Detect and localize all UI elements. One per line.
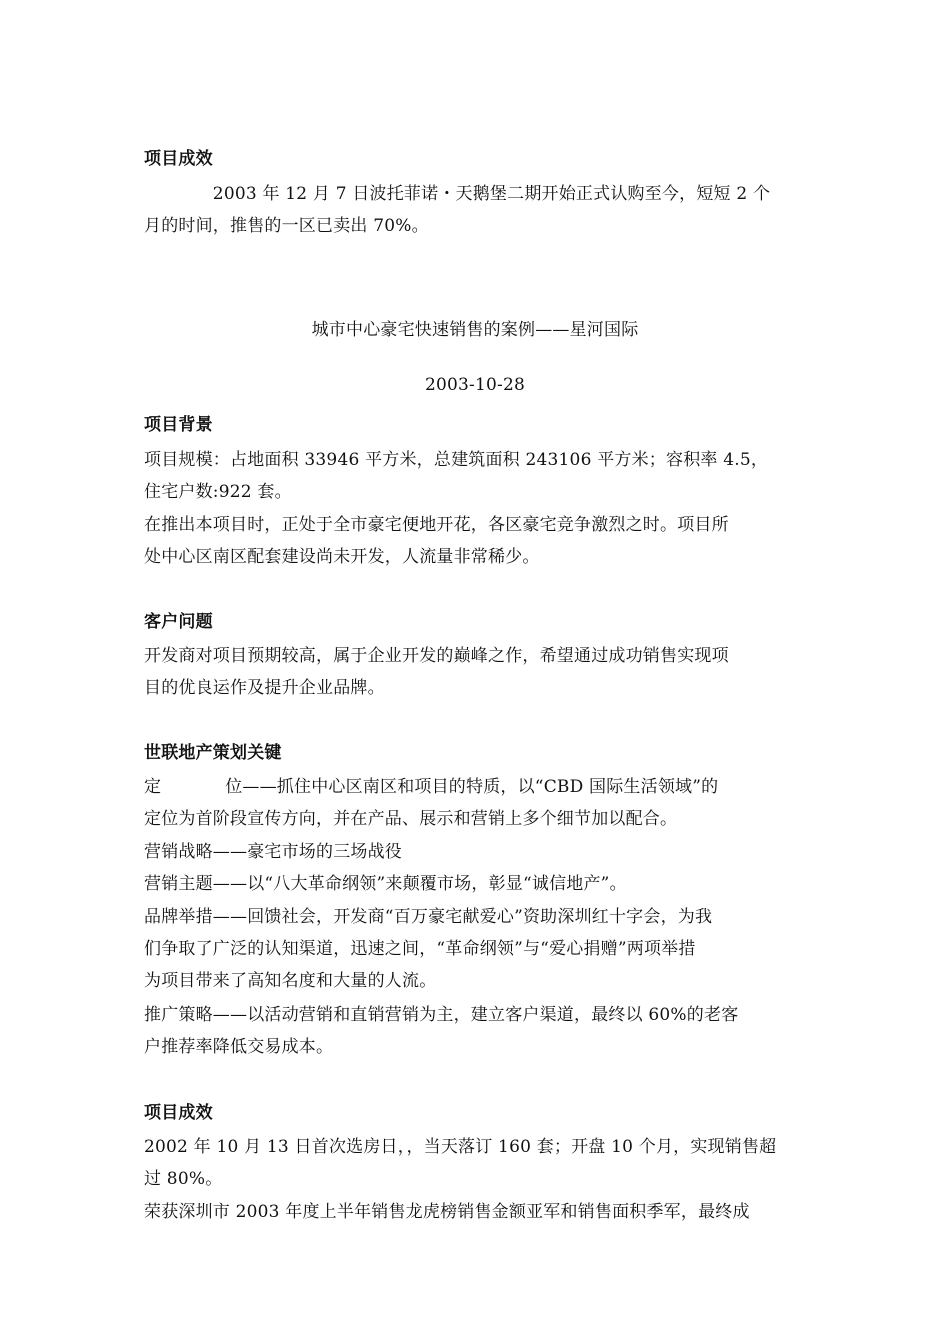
- section-heading-keys: 世联地产策划关键: [144, 743, 282, 763]
- positioning-line: [144, 776, 806, 798]
- paragraph-line: 开发商对项目预期较高，属于企业开发的巅峰之作，希望通过成功销售实现项: [144, 646, 729, 666]
- paragraph-line: 住宅户数:922 套。: [144, 482, 292, 502]
- section-heading-background: 项目背景: [144, 415, 213, 435]
- paragraph-line: 处中心区南区配套建设尚未开发，人流量非常稀少。: [144, 547, 540, 567]
- paragraph-line: 2002 年 10 月 13 日首次选房日，，当天落订 160 套；开盘 10 个月，实现销售超: [144, 1137, 777, 1157]
- paragraph-line: 品牌举措——回馈社会，开发商“百万豪宅献爱心”资助深圳红十字会，为我: [144, 907, 713, 927]
- article-date: 2003-10-28: [424, 375, 525, 395]
- paragraph-line: 们争取了广泛的认知渠道，迅速之间，“革命纲领”与“爱心捐赠”两项举措: [144, 939, 696, 959]
- paragraph-line: 月的时间，推售的一区已卖出 70%。: [144, 216, 429, 236]
- positioning-label-start: 定: [144, 777, 162, 797]
- paragraph-line: 过 80%。: [144, 1169, 223, 1189]
- paragraph-line: 目的优良运作及提升企业品牌。: [144, 678, 385, 698]
- paragraph-line: 为项目带来了高知名度和大量的人流。: [144, 971, 437, 991]
- paragraph-line: 户推荐率降低交易成本。: [144, 1037, 334, 1057]
- paragraph-line: 荣获深圳市 2003 年度上半年销售龙虎榜销售金额亚军和销售面积季军，最终成: [144, 1202, 750, 1222]
- paragraph-line: 项目规模：占地面积 33946 平方米，总建筑面积 243106 平方米；容积率 4.5，: [144, 450, 769, 470]
- paragraph-line: 营销主题——以“八大革命纲领”来颠覆市场，彰显“诚信地产”。: [144, 874, 627, 894]
- section-heading-results-2: 项目成效: [144, 1103, 213, 1123]
- paragraph-line: 定位为首阶段宣传方向，并在产品、展示和营销上多个细节加以配合。: [144, 809, 678, 829]
- section-heading-client: 客户问题: [144, 612, 213, 632]
- article-title: 城市中心豪宅快速销售的案例——星河国际: [311, 320, 639, 340]
- paragraph-line: 营销战略——豪宅市场的三场战役: [144, 842, 402, 862]
- paragraph-line: 2003 年 12 月 7 日波托菲诺・天鹅堡二期开始正式认购至今，短短 2 个: [144, 184, 771, 204]
- section-heading-results-1: 项目成效: [144, 149, 213, 169]
- positioning-label-end: 位——抓住中心区南区和项目的特质，以“CBD 国际生活领域”的: [225, 777, 719, 797]
- paragraph-line: 推广策略——以活动营销和直销营销为主，建立客户渠道，最终以 60%的老客: [144, 1005, 739, 1025]
- paragraph-line: 在推出本项目时，正处于全市豪宅便地开花，各区豪宅竞争激烈之时。项目所: [144, 515, 729, 535]
